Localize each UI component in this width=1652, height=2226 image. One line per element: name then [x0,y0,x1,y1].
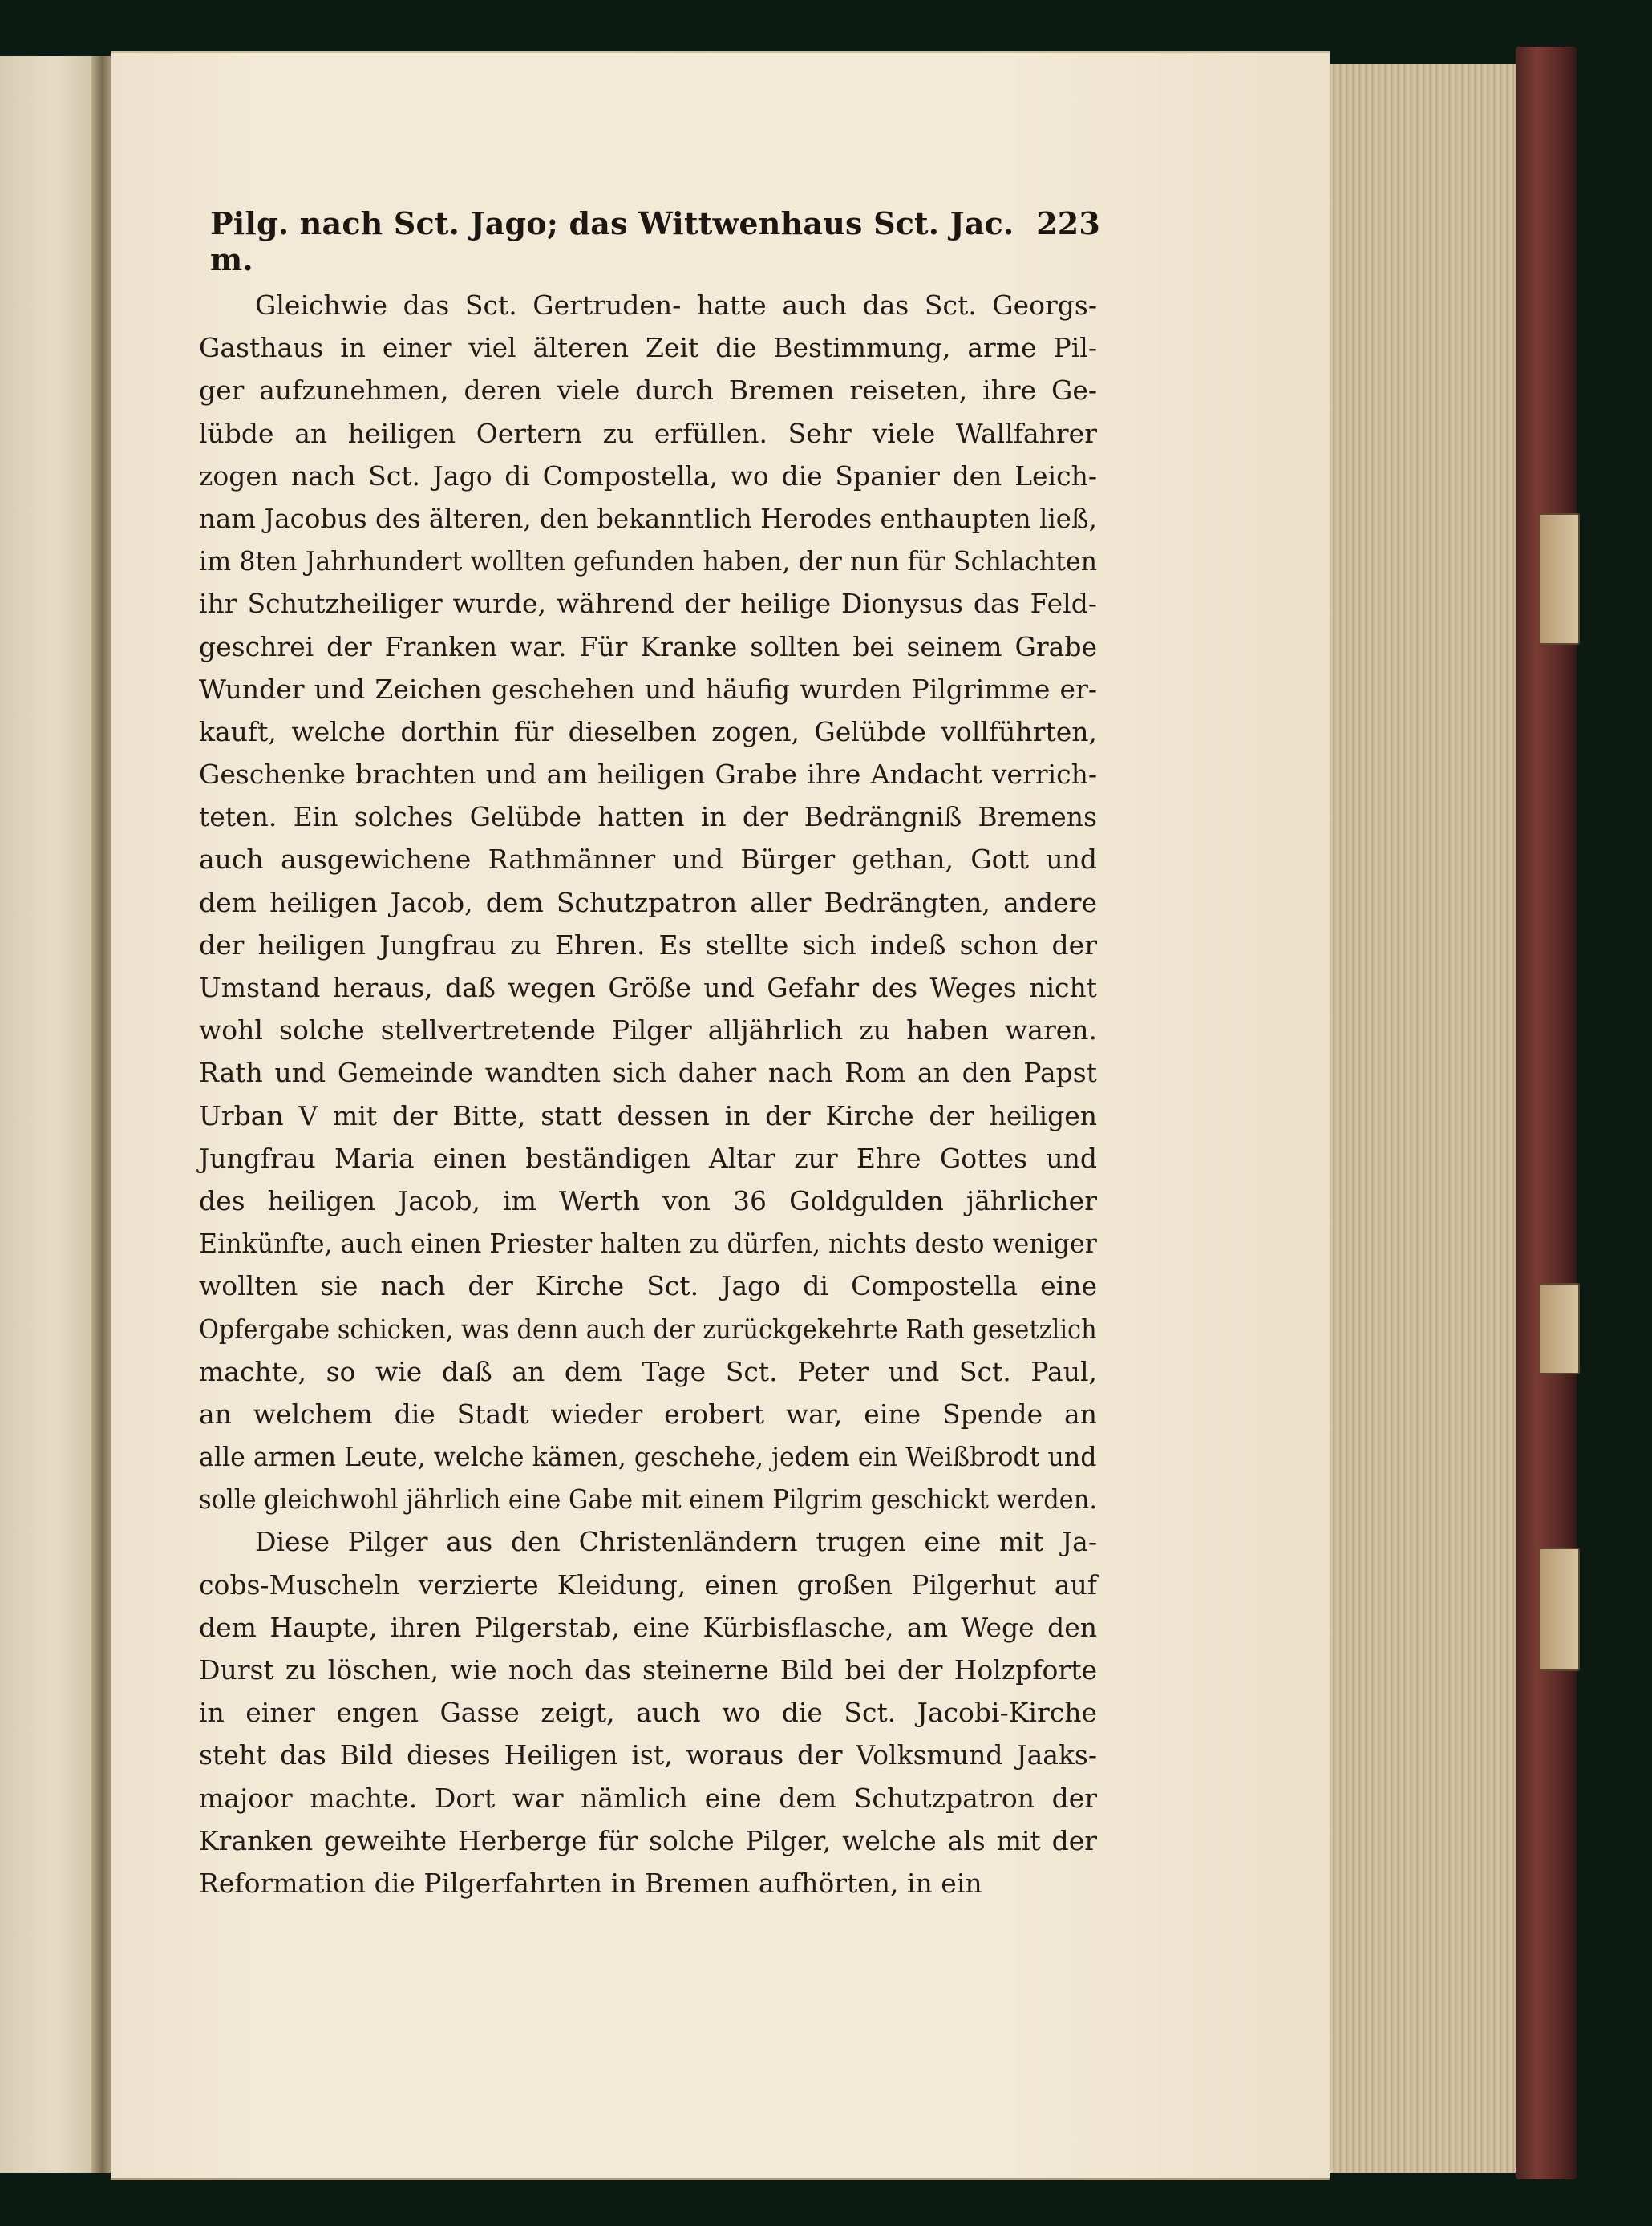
text-line: dem Haupte, ihren Pilgerstab, eine Kürbisflasche, am Wege den [199,1611,1097,1643]
text-line: machte, so wie daß an dem Tage Sct. Peter und Sct. Paul, [199,1355,1097,1387]
text-line: geschrei der Franken war. Für Kranke sollten bei seinem Grabe [199,630,1097,662]
text-line: der heiligen Jungfrau zu Ehren. Es stellte sich indeß schon der [199,929,1097,961]
text-line: Gleichwie das Sct. Gertruden- hatte auch das Sct. Georgs- [255,289,1097,321]
paragraph [199,1520,1097,1904]
text-line: im 8ten Jahrhundert wollten gefunden haben, der nun für Schlachten [199,545,1098,577]
text-line: alle armen Leute, welche kämen, geschehe, jedem ein Weißbrodt und [199,1441,1097,1473]
text-line: Rath und Gemeinde wandten sich daher nach Rom an den Papst [199,1057,1097,1089]
page-tab-marker [1538,513,1580,645]
text-line: Einkünfte, auch einen Priester halten zu dürfen, nichts desto weniger [199,1228,1097,1260]
text-line: Durst zu löschen, wie noch das steinerne Bild bei der Holzpforte [199,1654,1097,1686]
text-line: Geschenke brachten und am heiligen Grabe ihre Andacht verrich- [199,759,1097,791]
text-line: wollten sie nach der Kirche Sct. Jago di Compostella eine [199,1270,1097,1302]
text-line: Diese Pilger aus den Christenländern trugen eine mit Ja- [255,1526,1097,1558]
left-page-edge [0,56,104,2173]
text-line: Urban V mit der Bitte, statt dessen in der Kirche der heiligen [199,1099,1097,1131]
page-tab-marker [1538,1548,1580,1671]
text-line: dem heiligen Jacob, dem Schutzpatron aller Bedrängten, andere [199,886,1097,918]
text-line: lübde an heiligen Oertern zu erfüllen. Sehr viele Wallfahrer [199,417,1097,449]
text-line: auch ausgewichene Rathmänner und Bürger gethan, Gott und [199,844,1097,876]
text-line: cobs-Muscheln verzierte Kleidung, einen großen Pilgerhut auf [199,1568,1097,1601]
text-line: teten. Ein solches Gelübde hatten in der Bedrängniß Bremens [199,801,1097,833]
paragraph [199,284,1097,1520]
text-line: Kranken geweihte Herberge für solche Pilger, welche als mit der [199,1824,1097,1856]
text-line: majoor machte. Dort war nämlich eine dem Schutzpatron der [199,1782,1097,1814]
text-line: in einer engen Gasse zeigt, auch wo die Sct. Jacobi-Kirche [199,1697,1097,1729]
text-line: steht das Bild dieses Heiligen ist, woraus der Volksmund Jaaks- [199,1739,1097,1771]
running-head [210,205,1100,277]
text-line: Opfergabe schicken, was denn auch der zurückgekehrte Rath gesetzlich [199,1313,1097,1345]
text-line: wohl solche stellvertretende Pilger alljährlich zu haben waren. [199,1014,1097,1046]
text-line: ger aufzunehmen, deren viele durch Bremen reiseten, ihre Ge- [199,374,1097,407]
text-line: Gasthaus in einer viel älteren Zeit die Bestimmung, arme Pil- [199,332,1097,364]
page-tab-marker [1538,1283,1580,1374]
text-line: Wunder und Zeichen geschehen und häufig wurden Pilgrimme er- [199,673,1097,705]
page-block-edges [1323,64,1519,2173]
text-line: Reformation die Pilgerfahrten in Bremen aufhörten, in ein [199,1867,982,1899]
body-text [199,284,1097,1904]
text-line: Umstand heraus, daß wegen Größe und Gefahr des Weges nicht [199,972,1097,1003]
text-line: ihr Schutzheiliger wurde, während der heilige Dionysus das Feld- [199,588,1097,620]
running-head-title: Pilg. nach Sct. Jago; das Wittwenhaus Sct. Jac. m. [210,205,1014,277]
text-line: des heiligen Jacob, im Werth von 36 Goldgulden jährlicher [199,1184,1097,1216]
text-line: solle gleichwohl jährlich eine Gabe mit einem Pilgrim geschickt werden. [199,1483,1098,1516]
text-line: nam Jacobus des älteren, den bekanntlich Herodes enthaupten ließ, [199,502,1097,534]
text-line: kauft, welche dorthin für dieselben zogen, Gelübde vollführten, [199,715,1097,747]
text-line: an welchem die Stadt wieder erobert war, eine Spende an [199,1398,1097,1430]
text-line: zogen nach Sct. Jago di Compostella, wo die Spanier den Leich- [199,459,1097,492]
text-line: Jungfrau Maria einen beständigen Altar zur Ehre Gottes und [199,1142,1097,1174]
page-number: 223 [1036,205,1100,241]
book-cover-edge [1516,47,1577,2179]
